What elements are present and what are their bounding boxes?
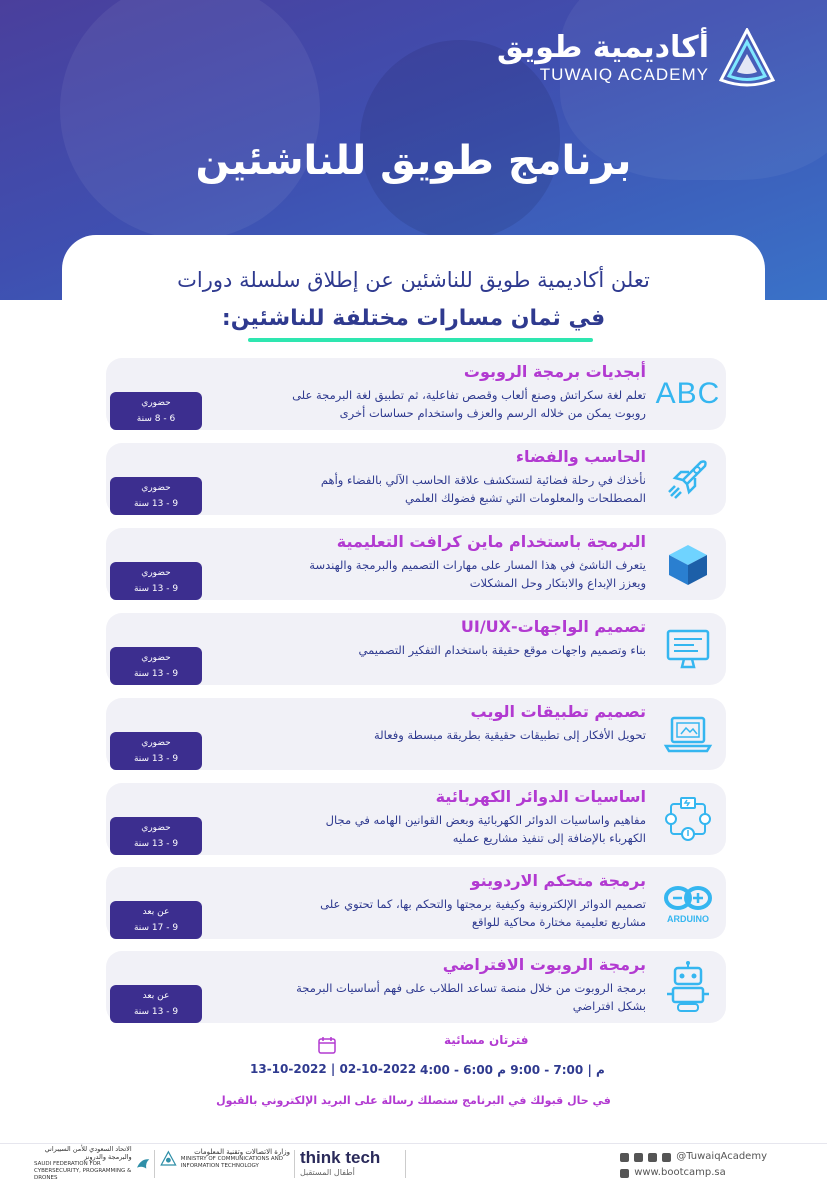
age-range: 9 - 13 سنة: [133, 1007, 179, 1017]
attendance-mode: عن بعد: [142, 991, 170, 1001]
course-title: تصميم الواجهات-UI/UX: [460, 617, 646, 636]
course-description: يتعرف الناشئ في هذا المسار على مهارات التصميم والبرمجة والهندسة ويعزز الإبداع والابتكار وحل المشكلات: [309, 558, 646, 590]
course-description: تحويل الأفكار إلى تطبيقات حقيقية بطريقة مبسطة وفعالة: [373, 728, 646, 742]
tuwaiq-mountain-icon: [719, 28, 775, 88]
footer-separator: [154, 1150, 155, 1178]
federation-arabic: الاتحاد السعودي للأمن السيبراني والبرمجة والدرونز: [44, 1145, 132, 1161]
age-range: 9 - 13 سنة: [133, 669, 179, 679]
youtube-icon[interactable]: [620, 1153, 629, 1162]
thinktech-logo: [300, 1148, 400, 1177]
tuwaiq-logo: [497, 28, 775, 88]
laptop-icon: [656, 702, 720, 766]
acceptance-notice: في حال قبولك في البرنامج ستصلك رسالة على البريد الإلكتروني بالقبول: [216, 1094, 611, 1107]
course-title: أبجديات برمجة الروبوت: [463, 362, 646, 381]
course-row: [106, 443, 726, 515]
course-row: [106, 783, 726, 855]
course-row: [106, 698, 726, 770]
course-description: بناء وتصميم واجهات موقع حقيقة باستخدام التفكير التصميمي: [358, 643, 646, 657]
age-range: 9 - 13 سنة: [133, 584, 179, 594]
course-title: البرمجة باستخدام ماين كرافت التعليمية: [336, 532, 646, 551]
svg-text:ARDUINO: ARDUINO: [667, 914, 709, 924]
course-title: اساسيات الدوائر الكهربائية: [435, 787, 646, 806]
twitter-icon[interactable]: [662, 1153, 671, 1162]
course-badge: [110, 901, 202, 939]
monitor-icon: [656, 617, 720, 681]
course-row: [106, 951, 726, 1023]
intro-line-2: في ثمان مسارات مختلفة للناشئين:: [221, 306, 606, 331]
period-label: فترتان مسائية: [444, 1033, 529, 1047]
rocket-icon: [656, 447, 720, 511]
session-times: 4:00 - 6:00 م | 7:00 - 9:00 م: [420, 1063, 605, 1077]
course-title: برمجة متحكم الاردوينو: [470, 871, 646, 890]
course-description: تصميم الدوائر الإلكترونية وكيفية برمجتها والتحكم بها، كما تحتوي على مشاريع تعليمية مختارة محاكية للواقع: [320, 897, 646, 929]
website-link[interactable]: www.bootcamp.sa: [634, 1167, 726, 1178]
footer-separator: [294, 1150, 295, 1178]
age-range: 9 - 13 سنة: [133, 499, 179, 509]
logo-english: TUWAIQ ACADEMY: [539, 65, 709, 84]
attendance-mode: حضوري: [141, 483, 171, 493]
thinktech-tagline: أطفال المستقبل: [300, 1168, 355, 1177]
ministry-arabic: وزارة الاتصالات وتقنية المعلومات: [194, 1148, 290, 1156]
course-badge: [110, 732, 202, 770]
circuit-icon: [656, 787, 720, 851]
federation-falcon-icon: [136, 1151, 150, 1177]
robot-icon: [656, 955, 720, 1019]
course-badge: [110, 817, 202, 855]
social-handle[interactable]: @TuwaiqAcademy: [676, 1151, 767, 1162]
attendance-mode: حضوري: [141, 568, 171, 578]
logo-arabic: أكاديمية طويق: [496, 30, 709, 65]
course-row: [106, 528, 726, 600]
course-row: [106, 358, 726, 430]
attendance-mode: حضوري: [141, 823, 171, 833]
course-description: تعلم لغة سكراتش وصنع ألعاب وقصص تفاعلية، ثم تطبيق لغة البرمجة على روبوت يمكن من خلاله الرسم والعزف واستخدام حساسات أخرى: [292, 388, 646, 420]
attendance-mode: حضوري: [141, 738, 171, 748]
globe-icon: [620, 1169, 629, 1178]
federation-logo: [34, 1145, 150, 1182]
ministry-logo: [160, 1145, 290, 1173]
intro-line-1: تعلن أكاديمية طويق للناشئين عن إطلاق سلسلة دورات: [177, 268, 650, 292]
course-title: تصميم تطبيقات الويب: [470, 702, 646, 721]
course-title: الحاسب والفضاء: [515, 447, 646, 466]
calendar-icon: [318, 1036, 336, 1054]
course-description: مفاهيم واساسيات الدوائر الكهربائية وبعض القوانين الهامه في مجال الكهرباء بالإضافة إلى تنفيذ مشاريع عمليه: [325, 813, 646, 845]
course-badge: [110, 477, 202, 515]
course-badge: [110, 647, 202, 685]
course-badge: [110, 562, 202, 600]
course-row: [106, 867, 726, 939]
program-dates: 13-10-2022 | 02-10-2022: [250, 1062, 417, 1076]
course-badge: [110, 985, 202, 1023]
ministry-english: MINISTRY OF COMMUNICATIONS AND INFORMATION TECHNOLOGY: [180, 1156, 283, 1169]
social-links: [620, 1149, 767, 1181]
abc-icon: ABC: [655, 377, 721, 410]
intro-underline: [248, 338, 593, 342]
course-description: برمجة الروبوت من خلال منصة تساعد الطلاب على فهم أساسيات البرمجة بشكل افتراضي: [296, 981, 646, 1013]
age-range: 9 - 13 سنة: [133, 754, 179, 764]
snapchat-icon[interactable]: [634, 1153, 643, 1162]
footer-divider: [0, 1143, 827, 1144]
arduino-icon: [656, 871, 720, 935]
page-title: برنامج طويق للناشئين: [195, 138, 632, 184]
age-range: 9 - 17 سنة: [133, 923, 179, 933]
linkedin-icon[interactable]: [648, 1153, 657, 1162]
course-badge: [110, 392, 202, 430]
course-title: برمجة الروبوت الافتراضي: [442, 955, 646, 974]
course-description: نأخذك في رحلة فضائية لتستكشف علاقة الحاسب الآلي بالفضاء وأهم المصطلحات والمعلومات التي تشبع فضولك العلمي: [320, 473, 646, 505]
age-range: 9 - 13 سنة: [133, 839, 179, 849]
federation-english: SAUDI FEDERATION FOR CYBERSECURITY, PROGRAMMING & DRONES: [34, 1161, 132, 1181]
footer-separator: [405, 1150, 406, 1178]
minecraft-block-icon: [656, 532, 720, 596]
course-row: [106, 613, 726, 685]
attendance-mode: حضوري: [141, 398, 171, 408]
ministry-emblem-icon: [160, 1145, 177, 1173]
attendance-mode: حضوري: [141, 653, 171, 663]
age-range: 6 - 8 سنة: [136, 414, 176, 424]
thinktech-name: think tech: [300, 1148, 381, 1167]
attendance-mode: عن بعد: [142, 907, 170, 917]
